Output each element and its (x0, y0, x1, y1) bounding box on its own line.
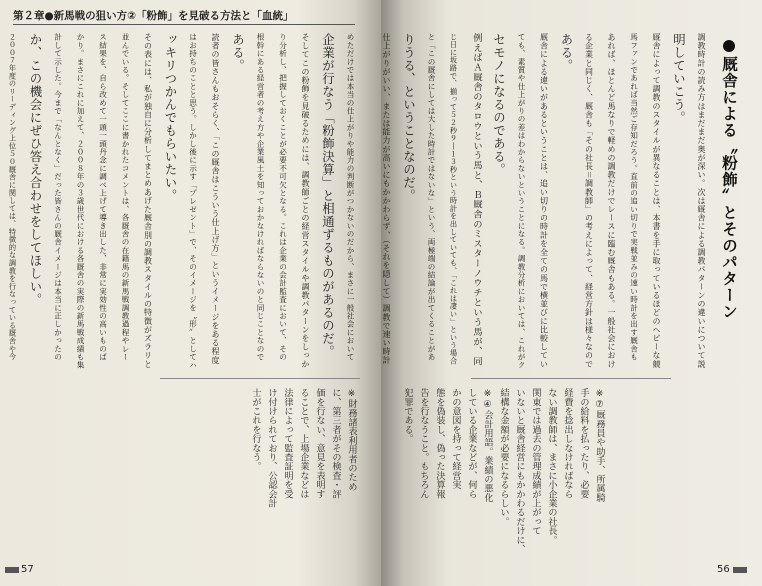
body-line: 並んでいる。そしてここに書かれたコメントは、各厩舎の在籍馬の新馬戦調教過程やレー (121, 33, 130, 361)
body-line: と「この厩舎にしては大した時計ではないな」という、両極端の結論が出てくることがあ (427, 33, 436, 361)
body-line: 読者の皆さんもおそらく、「この厩舎はこういう仕上げ方」というイメージをある程度 (211, 33, 220, 365)
section-title-text: 厩舎による〝粉飾〟とそのパターン (720, 56, 738, 320)
left-footnote (247, 388, 359, 548)
running-head: 第２章●新馬戦の狙い方②「粉飾」を見破る方法と「血統」 (13, 10, 294, 22)
footnote-line: ※財務諸表利用者のため (346, 388, 357, 491)
body-line: 例えばＡ厩舎のタロウという馬と、Ｂ厩舎のミスターノウチという馬が、同 (471, 33, 482, 367)
body-line: か、この機会にぜひ答え合わせをしてほしい。 (28, 33, 43, 306)
bullet-icon (723, 40, 735, 52)
body-line: り分析し、把握しておくことが必要不可欠となる。これは企業の会計監査において、その (278, 33, 288, 361)
left-body-text (0, 33, 361, 373)
footnote-line: ※⑦厩務員や助手、所属騎 (594, 388, 605, 502)
body-line: 馬ファンであれば当然ご存知だろう。直前の追い切りで実戦並みの速い時計を出す厩舎も (629, 33, 639, 361)
note-rule (160, 378, 360, 379)
body-line: ス結果を、自ら改めて一頭一頭丹念に調べ上げて導き出した、非常に実効性の高いものば (98, 33, 108, 361)
footnote-line: している企業などが、何ら (466, 388, 477, 499)
footnote-line: 法律によって監査証明を受 (282, 388, 293, 499)
body-line: ある。 (230, 33, 246, 72)
section-title (718, 40, 740, 320)
body-line: 厩舎によって調教のスタイルが異なることは、本書を手に取っているほどのヘビーな競 (652, 33, 661, 369)
footnote-line: 犯罪である。 (402, 388, 413, 444)
body-line: セモノになるのである。 (491, 33, 507, 176)
footnote-line: いないと厩舎経営にもかかわるだけに、 (514, 388, 525, 554)
footnote-line: ない調教師は、まさに小企業の社長。 (546, 388, 557, 545)
body-line: 厩舎による違いがあるということは、追い切りの時計を全ての馬で横並びに比較してい (539, 33, 549, 369)
body-line: 明していこう。 (671, 33, 687, 124)
body-line: ッキリつかんでもらいたい。 (163, 33, 178, 202)
footnote-line: ※④会計用語。業績の悪化 (482, 388, 493, 502)
footnote-line: に、第三者がその検査・評 (330, 388, 341, 499)
body-line: その表には、私が独自に分析してまとめあげた厩舎別の調教スタイルの特徴がズラリと (143, 33, 153, 369)
body-line: ても、素質や仕上がりの差はわからないということになる。調教分析においては、これがク (517, 33, 526, 370)
note-rule (471, 378, 671, 379)
right-footnote (399, 388, 607, 558)
right-page (381, 0, 762, 586)
body-line: 企業が行なう「粉飾決算」と相通ずるものがあるのだ。 (320, 33, 336, 358)
header-rule (13, 24, 355, 25)
page-edge-mark (733, 567, 747, 573)
body-line: りうる、ということなのだ。 (401, 33, 417, 202)
body-line: じ日に坂路で、揃って５２秒９―１３秒という時計を出していても、「これは凄い」という場合 (449, 33, 459, 365)
body-line: ２００７年度のリーディング上位５０厩舎に関しては、特徴的な調教を行なっている厩舎や今 (8, 33, 18, 361)
page-edge-mark (5, 567, 19, 573)
body-line: ある。 (559, 33, 574, 72)
body-line: あれば、ほとんど馬なりで軽めの調教だけでレースに臨む厩舎もある。一般社会におけ (607, 33, 616, 369)
footnote-line: 価を行ない、意見を表明す (314, 388, 325, 499)
footnote-line: 士がこれを行なう。 (250, 388, 261, 471)
body-line (0, 33, 1, 373)
footnote-line: かの意図を持って経営実 (450, 388, 461, 490)
body-line: はお持ちのことと思う。しかし後に示す「プレゼント」で、そのイメージを〝形〟としてハ (188, 33, 198, 370)
footnote-line: ることで、上場企業などは (298, 388, 309, 499)
body-line: 根幹にある経営者の考え方や企業風土を知っておかなければならないのと同じことなので (256, 33, 265, 361)
footnote-line: 経費を捻出しなければなら (562, 388, 573, 499)
footnote-line: 態を偽装し、偽った決算報 (434, 388, 445, 499)
footnote-line: 手の給料を払ったり、必要 (578, 388, 589, 499)
right-body-text (381, 33, 712, 373)
body-line: めただけでは本当の仕上がりや能力の判断がつかないのだから、まさに一般社会において (346, 33, 355, 361)
footnote-line: 告を行なうこと。もちろん (418, 388, 429, 499)
footnote-line: 関東では過去の管理成績が上がって (530, 388, 541, 536)
body-line: かり。まさにこれに加えて、２００８年の３歳世代における各厩舎の実際の新馬戦成績も集 (76, 33, 85, 370)
body-line: 調教時計の読み方はまだまだ奥が深い。次は厩舎による調教パターンの違いについて説 (697, 33, 706, 369)
page-number: 57 (21, 564, 34, 575)
footnote-line: 結構な金額が必要になるらしい。 (498, 388, 509, 526)
body-line: 計して示した。今まで「なんとなく」だった皆さんの厩舎イメージは本当に正しかったの (53, 33, 63, 361)
body-line: 仕上がりがいい、または能力が高いにもかかわらず、（それを隠して）調教で速い時計 (382, 33, 391, 365)
page-number: 56 (717, 564, 730, 575)
body-line: る企業と同じく、厩舎も「その社長＝調教師」の考えによって、経営方針は様々なので (584, 33, 594, 369)
body-line: そしてこの粉飾を見破るためには、調教師ごとの経営スタイルや調教パターンをしっか (301, 33, 310, 369)
footnote-line: け付けられており、公認会計 (266, 388, 277, 508)
